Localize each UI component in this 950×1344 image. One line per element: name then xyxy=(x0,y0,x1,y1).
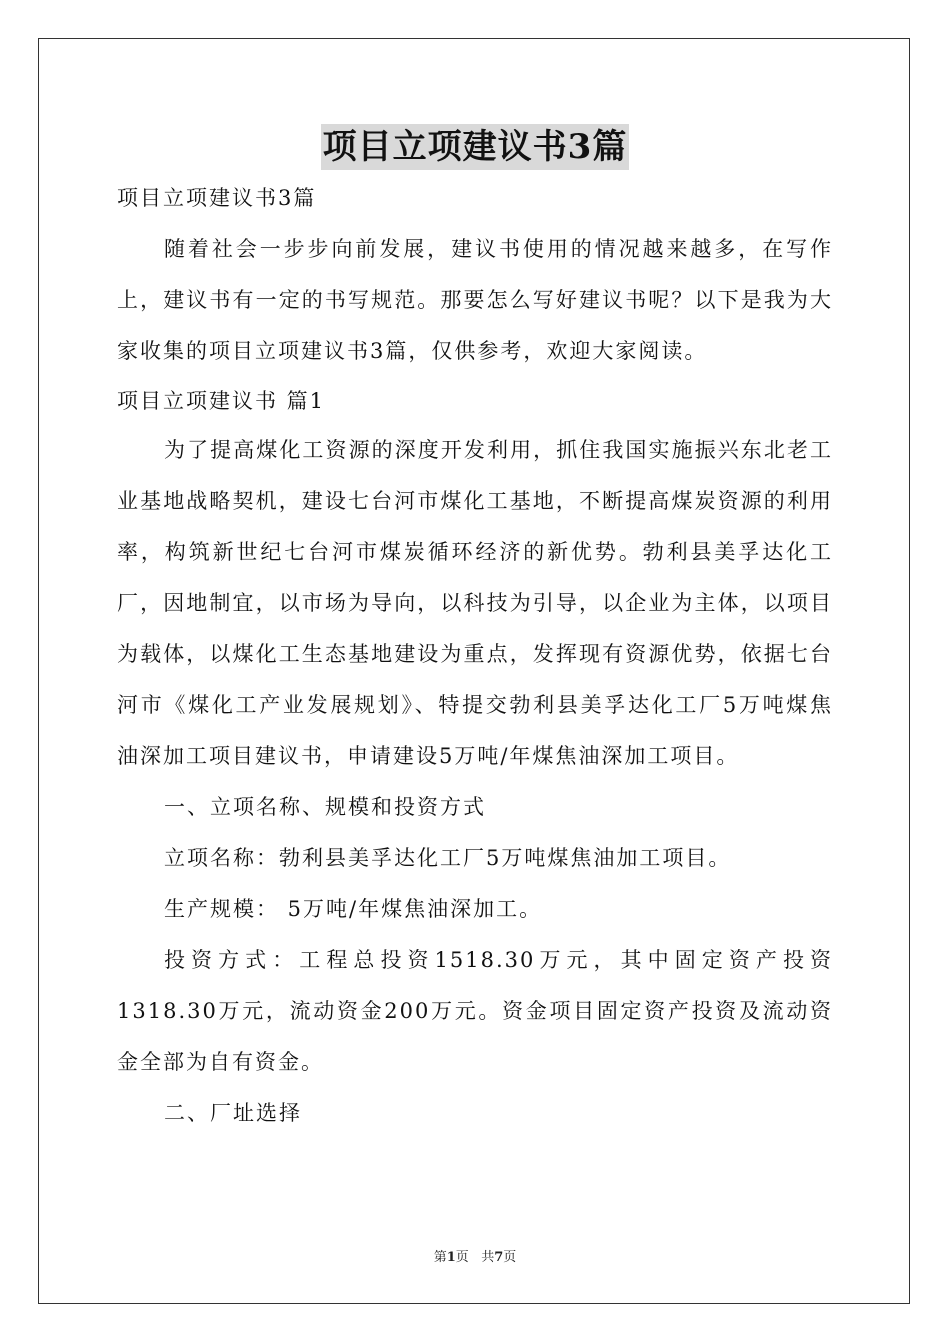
heading-project-name-scale: 一、立项名称、规模和投资方式 xyxy=(164,795,486,819)
footer-total-pages: 7 xyxy=(494,1250,504,1265)
intro-paragraph: 随着社会一步步向前发展，建议书使用的情况越来越多，在写作上，建议书有一定的书写规范。那要怎么写好建议书呢？以下是我为大家收集的项目立项建议书3篇，仅供参考，欢迎大家阅读。 xyxy=(117,237,833,363)
background-paragraph: 为了提高煤化工资源的深度开发利用，抓住我国实施振兴东北老工业基地战略契机，建设七台河市煤化工基地，不断提高煤炭资源的利用率，构筑新世纪七台河市煤炭循环经济的新优势。勃利县美孚达化工厂，因地制宜，以市场为导向，以科技为引导，以企业为主体，以项目为载体，以煤化工生态基地建设为重点，发挥现有资源优势，依据七台河市《煤化工产业发展规划》、特提交勃利县美孚达化工厂5万吨煤焦油深加工项目建议书，申请建设5万吨/年煤焦油深加工项目。 xyxy=(117,438,833,768)
footer-page-suffix: 页 xyxy=(455,1250,469,1265)
footer-page-number: 1 xyxy=(446,1250,456,1265)
footer-total-suffix: 页 xyxy=(503,1250,517,1265)
section-heading-part1: 项目立项建议书 篇1 xyxy=(117,389,326,413)
document-body xyxy=(117,178,833,1139)
title-container xyxy=(0,124,950,170)
production-scale-paragraph: 生产规模： 5万吨/年煤焦油深加工。 xyxy=(164,897,543,921)
document-title: 项目立项建议书3篇 xyxy=(321,124,630,170)
page-footer xyxy=(0,1246,950,1265)
subtitle-line: 项目立项建议书3篇 xyxy=(117,186,317,210)
heading-site-selection: 二、厂址选择 xyxy=(164,1101,302,1125)
investment-paragraph: 投资方式：工程总投资1518.30万元，其中固定资产投资1318.30万元，流动资金200万元。资金项目固定资产投资及流动资金全部为自有资金。 xyxy=(117,948,833,1074)
footer-page-prefix: 第 xyxy=(433,1250,447,1265)
project-name-paragraph: 立项名称：勃利县美孚达化工厂5万吨煤焦油加工项目。 xyxy=(164,846,732,870)
footer-total-prefix: 共 xyxy=(481,1250,495,1265)
